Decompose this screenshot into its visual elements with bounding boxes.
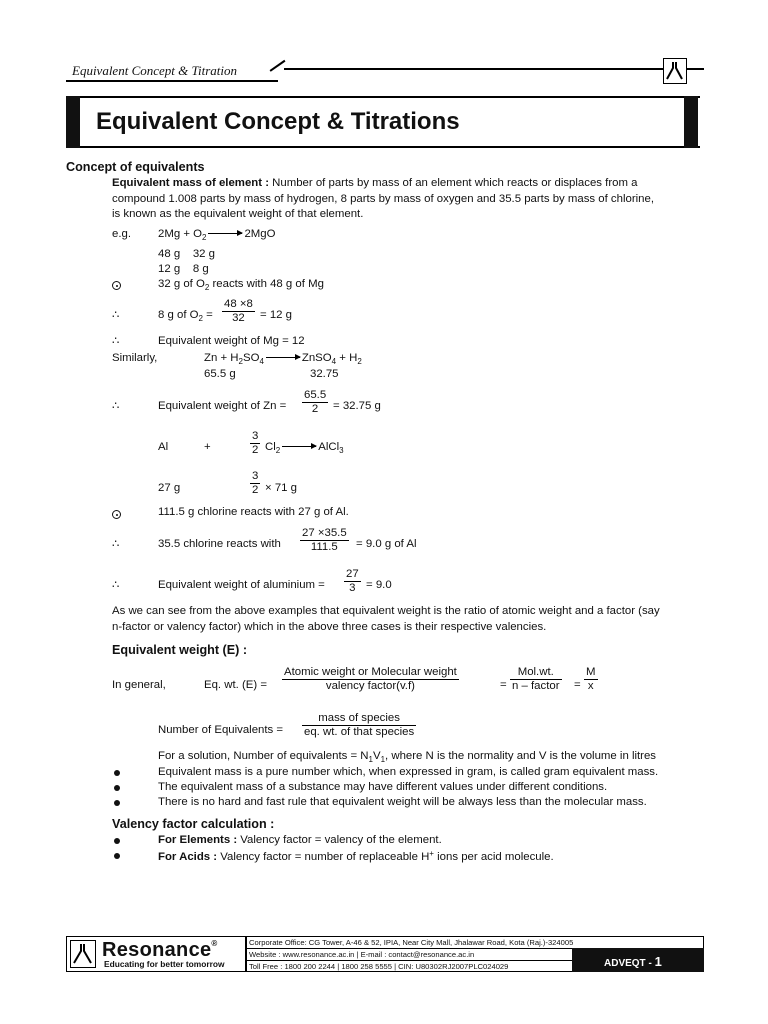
cl-reacts: 35.5 chlorine reacts with [158,538,281,550]
eqwt-zn: Equivalent weight of Zn = [158,400,287,412]
section-heading-valency: Valency factor calculation : [112,817,275,831]
since-line-1: 32 g of $O_2$ reacts with 48 g of Mg [158,278,324,292]
bullet-icon [114,785,120,791]
therefore-icon: ∴ [112,579,120,591]
list-item: The equivalent mass of a substance may have different values under different conditions. [158,781,608,793]
footer-website: Website : www.resonance.ac.in | E-mail : contact@resonance.ac.in [249,950,475,959]
in-general-label: In general, [112,679,166,691]
list-item: There is no hard and fast rule that equivalent weight will be always less than the molecular mass. [158,796,647,808]
page-number: ADVEQT - 1 [604,954,662,969]
header-rule [66,80,278,82]
eqwt-label: Eq. wt. (E) = [204,679,267,691]
footer-divider [245,936,247,972]
fraction-8: Mol.wt. n – factor [512,666,560,693]
footer-office: Corporate Office: CG Tower, A-46 & 52, IPIA, Near City Mall, Jhalawar Road, Kota (Raj.)-324005 [249,938,574,947]
reaction-al: $Cl_2$ AlCl$_3$ [265,441,344,455]
title-bar-left [66,96,80,148]
reaction-arrow-icon [282,446,316,447]
solution-line: For a solution, Number of equivalents = $N_1V_1$, where N is the normality and V is the volume in litres [158,750,656,764]
brand-tagline: Educating for better tomorrow [104,959,225,969]
eqwt-al: Equivalent weight of aluminium = [158,579,325,591]
fraction-4: $\frac{3}{2}$ [252,470,259,497]
footer-row-rule [246,960,572,961]
masses-row-1: 48 g 32 g [158,248,215,260]
since-icon [112,281,121,290]
fraction-6-result: = 9.0 [366,579,392,591]
similarly-label: Similarly, [112,352,158,364]
fraction-5-result: = 9.0 g of Al [356,538,417,550]
fraction-2-result: = 32.75 g [333,400,381,412]
fraction-7: Atomic weight or Molecular weight valency factor(v.f) [284,666,457,693]
eqwt-mg: Equivalent weight of Mg = 12 [158,335,305,347]
therefore-icon: ∴ [112,335,120,347]
fraction-10: mass of species eq. wt. of that species [304,712,415,739]
therefore-icon: ∴ [112,309,120,321]
fraction-2: $\frac{65.5}{2}$ [304,389,327,416]
o2-expression: 8 g of $O_2$ = [158,309,213,323]
h2so4-mass: 32.75 [310,368,339,380]
num-equivalents-label: Number of Equivalents = [158,724,284,736]
list-item: For Acids : Valency factor = number of replaceable H+ ions per acid molecule. [158,849,554,863]
al-mass: 27 g [158,482,181,494]
fraction-6: $\frac{27}{3}$ [346,568,359,595]
al-symbol: Al [158,441,169,453]
header-rule-slant [270,60,286,72]
resonance-logo-icon [663,58,687,84]
bullet-icon [114,770,120,776]
eg-label: e.g. [112,228,131,240]
bullet-icon [114,838,120,844]
plus-sign: + [204,441,211,453]
page-title: Equivalent Concept & Titrations [96,108,460,135]
resonance-logo-icon [70,940,96,968]
fraction-3: $\frac{3}{2}$ [252,430,259,457]
definition-line-2: compound 1.008 parts by mass of hydrogen, 8 parts by mass of oxygen and 35.5 parts by mass of chlorine, [112,193,654,205]
footer-tollfree: Toll Free : 1800 200 2244 | 1800 258 5555 | CIN: U80302RJ2007PLC024029 [249,962,509,971]
paragraph-line-1: As we can see from the above examples that equivalent weight is the ratio of atomic weight and a factor (say [112,605,660,617]
bullet-icon [114,800,120,806]
definition-line-3: is known as the equivalent weight of that element. [112,208,364,220]
paragraph-line-2: n-factor or valency factor) which in the above three cases is their respective valencies. [112,621,547,633]
brand-name: Resonance® [102,939,218,961]
reaction-mg: $2Mg + O_2$ 2MgO [158,228,276,242]
header-rule-right [284,68,704,70]
equals-1: = [500,679,507,691]
running-header: Equivalent Concept & Titration [72,63,238,78]
definition-term: Equivalent mass of element : [112,177,269,189]
since-line-2: 111.5 g chlorine reacts with 27 g of Al. [158,506,349,518]
bullet-icon [114,853,120,859]
reaction-arrow-icon [266,357,300,358]
list-item: For Elements : Valency factor = valency of the element. [158,834,442,846]
equals-2: = [574,679,581,691]
section-heading-eqwt: Equivalent weight (E) : [112,643,248,657]
fraction-1: $\frac{48 \times 8}{32}$ [224,298,253,325]
list-item: Equivalent mass is a pure number which, when expressed in gram, is called gram equivalent mass. [158,766,659,778]
since-icon [112,510,121,519]
therefore-icon: ∴ [112,538,120,550]
fraction-9: $\frac{M}{x}$ [586,666,596,693]
definition-text: Number of parts by mass of an element which reacts or displaces from a [268,177,638,189]
therefore-icon: ∴ [112,400,120,412]
zn-mass: 65.5 g [204,368,236,380]
fraction-1-result: = 12 g [260,309,292,321]
title-bar-right [684,96,698,148]
reaction-zn: $Zn + H_2SO_4$ ZnSO$_4$ + $H_2$ [204,352,362,366]
section-heading-concept: Concept of equivalents [66,160,205,174]
reaction-arrow-icon [208,233,242,234]
fraction-5: $\frac{27 \times 35.5}{111.5}$ [302,527,347,554]
fraction-4-result: × 71 g [265,482,297,494]
masses-row-2: 12 g 8 g [158,263,209,275]
